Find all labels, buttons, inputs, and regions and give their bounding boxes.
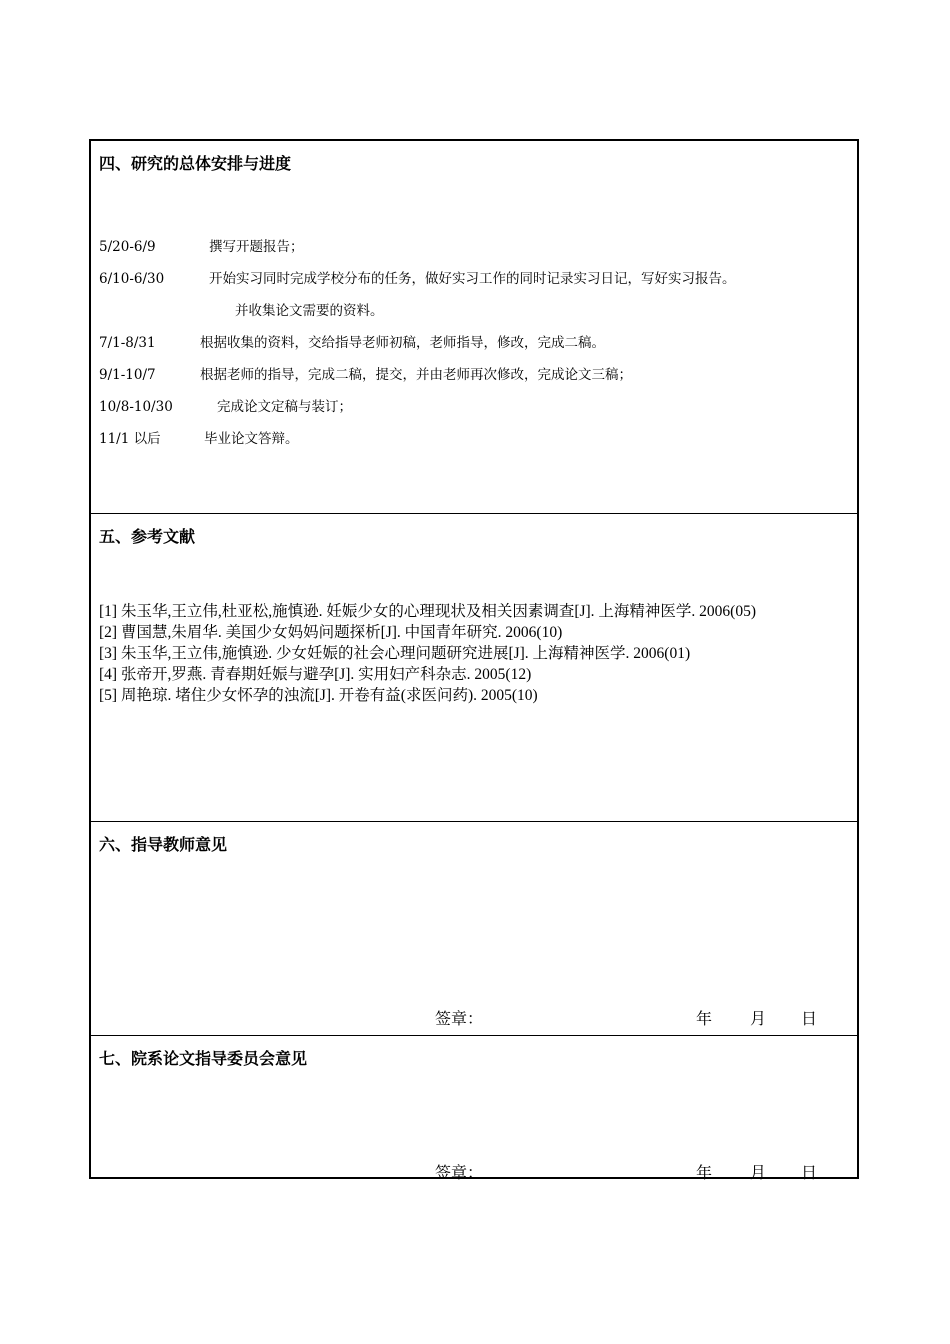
section-committee-opinion — [91, 1035, 857, 1182]
reference-item: [5] 周艳琼. 堵住少女怀孕的浊流[J]. 开卷有益(求医问药). 2005(10) — [99, 687, 538, 704]
section-advisor-heading: 六、指导教师意见 — [99, 835, 228, 854]
schedule-task: 撰写开题报告； — [209, 239, 304, 255]
schedule-item — [99, 299, 384, 319]
schedule-dates: 9/1-10/7 — [99, 367, 156, 383]
reference-item: [4] 张帝开,罗燕. 青春期妊娠与避孕[J]. 实用妇产科杂志. 2005(12) — [99, 666, 532, 683]
section-advisor-opinion — [91, 821, 857, 1035]
section-references — [91, 513, 857, 821]
date-day-label: 日 — [801, 1163, 818, 1182]
reference-list — [99, 601, 849, 706]
date-month-label: 月 — [750, 1163, 767, 1182]
schedule-task: 完成论文定稿与装订； — [217, 399, 352, 415]
schedule-item — [99, 331, 605, 351]
schedule-task: 毕业论文答辩。 — [204, 431, 299, 447]
schedule-dates: 6/10-6/30 — [99, 271, 165, 287]
form-table — [89, 139, 859, 1182]
date-year-label: 年 — [696, 1163, 713, 1182]
schedule-dates: 10/8-10/30 — [99, 399, 173, 415]
date-year-label: 年 — [696, 1009, 713, 1028]
date-day-label: 日 — [801, 1009, 818, 1028]
schedule-task: 开始实习同时完成学校分布的任务，做好实习工作的同时记录实习日记，写好实习报告。 — [209, 271, 736, 287]
schedule-task: 根据收集的资料，交给指导老师初稿，老师指导，修改，完成二稿。 — [200, 335, 605, 351]
schedule-task: 根据老师的指导，完成二稿，提交，并由老师再次修改，完成论文三稿； — [200, 367, 632, 383]
reference-item: [2] 曹国慧,朱眉华. 美国少女妈妈问题探析[J]. 中国青年研究. 2006(10) — [99, 624, 563, 641]
schedule-item — [99, 427, 299, 447]
signature-label: 签章： — [435, 1163, 484, 1182]
section-schedule — [91, 141, 857, 513]
section-schedule-heading: 四、研究的总体安排与进度 — [99, 154, 292, 173]
section-committee-heading: 七、院系论文指导委员会意见 — [99, 1049, 308, 1068]
schedule-item — [99, 395, 352, 415]
schedule-dates: 11/1 以后 — [99, 431, 161, 447]
schedule-task: 并收集论文需要的资料。 — [235, 303, 384, 319]
section-references-heading: 五、参考文献 — [99, 527, 196, 546]
reference-item: [3] 朱玉华,王立伟,施慎逊. 少女妊娠的社会心理问题研究进展[J]. 上海精神医学. 2006(01) — [99, 645, 691, 662]
schedule-item — [99, 235, 304, 255]
reference-item: [1] 朱玉华,王立伟,杜亚松,施慎逊. 妊娠少女的心理现状及相关因素调查[J]. 上海精神医学. 2006(05) — [99, 603, 757, 620]
schedule-dates: 5/20-6/9 — [99, 239, 156, 255]
schedule-dates: 7/1-8/31 — [99, 335, 156, 351]
schedule-item — [99, 363, 632, 383]
signature-label: 签章： — [435, 1009, 484, 1028]
schedule-item — [99, 267, 736, 287]
date-month-label: 月 — [750, 1009, 767, 1028]
